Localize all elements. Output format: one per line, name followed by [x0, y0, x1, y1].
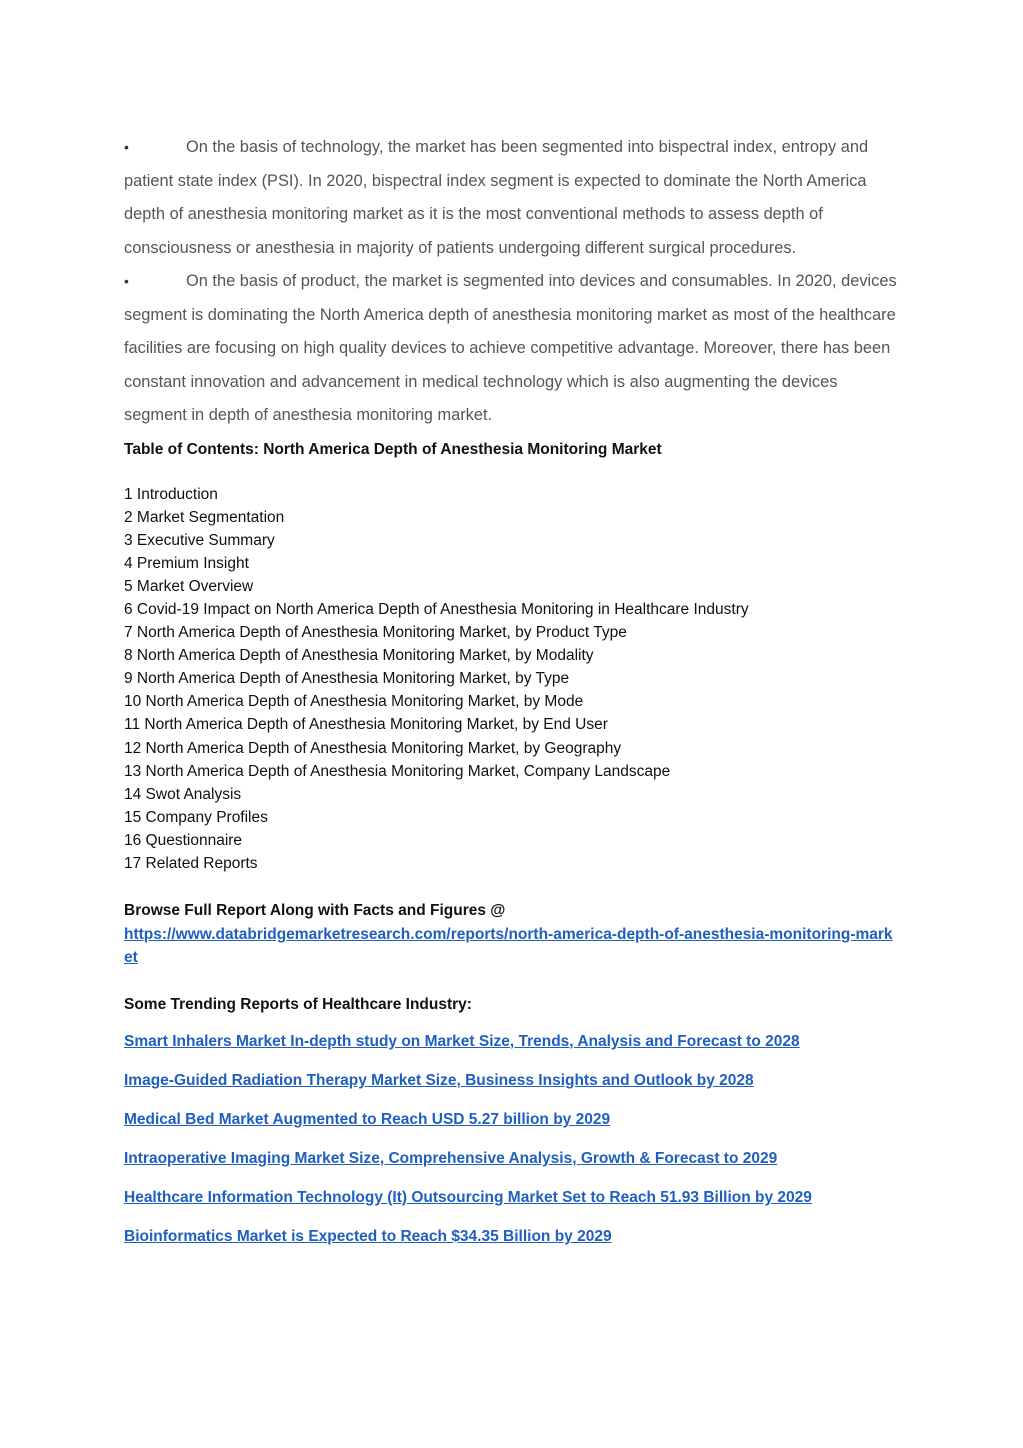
toc-item: 5 Market Overview	[124, 577, 254, 595]
bullet-icon: •	[124, 273, 129, 289]
toc-item: 2 Market Segmentation	[124, 508, 285, 526]
toc-item: 1 Introduction	[124, 485, 218, 503]
bullet-text: On the basis of technology, the market has been segmented into bispectral index, entropy and patient state index (PSI). In 2020, bispectral index segment is expected to dominate the North America depth of anesthesia monitoring market as it is the most conventional methods to assess depth of consciousness or anesthesia in majority of patients undergoing different surgical procedures.	[124, 138, 869, 257]
browse-full-report	[124, 899, 899, 970]
trending-report-link[interactable]: Smart Inhalers Market In-depth study on Market Size, Trends, Analysis and Forecast to 2028	[124, 1032, 800, 1050]
trending-report-link[interactable]: Medical Bed Market Augmented to Reach USD 5.27 billion by 2029	[124, 1110, 611, 1128]
trending-report-link[interactable]: Bioinformatics Market is Expected to Reach $34.35 Billion by 2029	[124, 1227, 612, 1245]
toc-item: 7 North America Depth of Anesthesia Monitoring Market, by Product Type	[124, 624, 627, 642]
toc-heading: Table of Contents: North America Depth of Anesthesia Monitoring Market	[124, 440, 662, 458]
toc-item: 4 Premium Insight	[124, 554, 249, 572]
bullet-paragraph-product	[124, 265, 899, 433]
toc-item: 16 Questionnaire	[124, 831, 243, 849]
trending-links	[124, 1030, 899, 1248]
bullet-paragraph-technology	[124, 131, 899, 265]
bullet-text: On the basis of product, the market is segmented into devices and consumables. In 2020, devices segment is dominating the North America depth of anesthesia monitoring market as most of the healthcare facilities are focusing on high quality devices to achieve competitive advantage. Moreover, there has been constant innovation and advancement in medical technology which is also augmenting the devices segment in depth of anesthesia monitoring market.	[124, 272, 897, 424]
toc-item: 17 Related Reports	[124, 855, 258, 872]
document-page	[124, 131, 899, 1248]
toc-item: 3 Executive Summary	[124, 531, 275, 549]
toc-item: 10 North America Depth of Anesthesia Monitoring Market, by Mode	[124, 693, 584, 711]
toc-item: 15 Company Profiles	[124, 808, 268, 826]
trending-report-link[interactable]: Healthcare Information Technology (It) Outsourcing Market Set to Reach 51.93 Billion by 2029	[124, 1188, 812, 1206]
bullet-icon: •	[124, 139, 129, 155]
toc-item: 12 North America Depth of Anesthesia Monitoring Market, by Geography	[124, 739, 622, 757]
toc-item: 8 North America Depth of Anesthesia Monitoring Market, by Modality	[124, 647, 594, 665]
toc-item: 11 North America Depth of Anesthesia Monitoring Market, by End User	[124, 716, 608, 734]
toc-item: 13 North America Depth of Anesthesia Monitoring Market, Company Landscape	[124, 762, 671, 780]
trending-report-link[interactable]: Intraoperative Imaging Market Size, Comprehensive Analysis, Growth & Forecast to 2029	[124, 1149, 778, 1167]
browse-label: Browse Full Report Along with Facts and Figures @	[124, 902, 506, 920]
toc-item: 14 Swot Analysis	[124, 785, 242, 803]
toc-item: 9 North America Depth of Anesthesia Monitoring Market, by Type	[124, 670, 570, 688]
trending-report-link[interactable]: Image-Guided Radiation Therapy Market Size, Business Insights and Outlook by 2028	[124, 1071, 754, 1089]
toc-list	[124, 483, 899, 876]
trending-heading: Some Trending Reports of Healthcare Industry:	[124, 995, 472, 1013]
toc-item: 6 Covid-19 Impact on North America Depth of Anesthesia Monitoring in Healthcare Industry	[124, 600, 749, 618]
full-report-link[interactable]: https://www.databridgemarketresearch.com/reports/north-america-depth-of-anesthesia-monitoring-market	[124, 925, 893, 967]
